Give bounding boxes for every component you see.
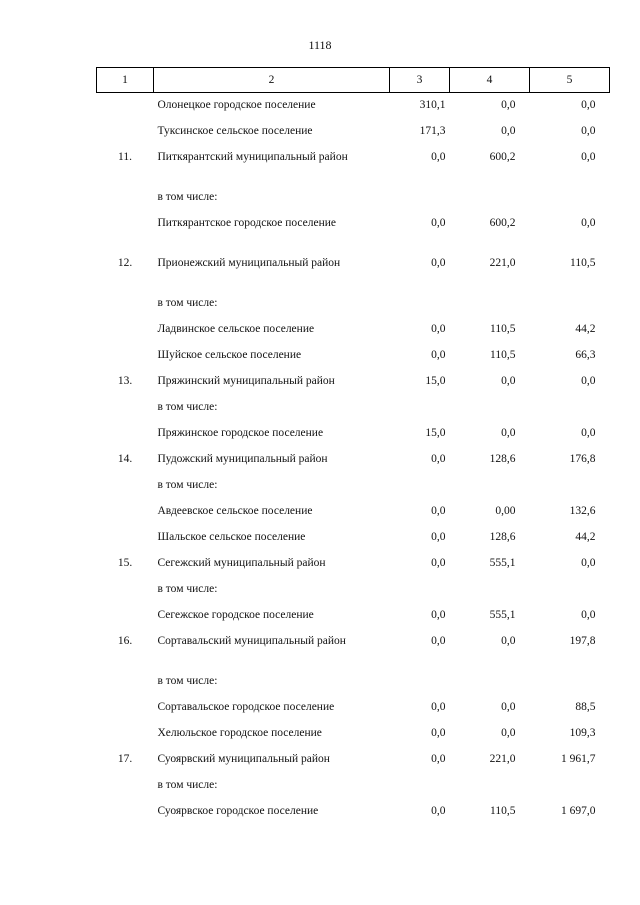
table-row (97, 695, 610, 721)
row-name-cell: Суоярвский муниципальный район (157, 752, 330, 765)
value-col-4-cell: 0,0 (501, 700, 516, 713)
value-col-4-cell: 600,2 (489, 216, 516, 229)
row-name-cell: Суоярвское городское поселение (157, 804, 319, 817)
row-name-cell: в том числе: (157, 674, 218, 687)
value-col-3-cell: 310,1 (419, 99, 446, 111)
row-name-cell: Шальское сельское поселение (157, 530, 306, 543)
table-row (97, 93, 610, 119)
table-row (97, 525, 610, 551)
value-col-5-cell: 66,3 (575, 348, 596, 361)
row-number-cell (97, 395, 154, 421)
table-row (97, 799, 610, 825)
value-col-3-cell: 171,3 (419, 124, 446, 137)
value-col-5-cell: 44,2 (575, 322, 596, 335)
table-row (97, 577, 610, 603)
value-col-3-cell: 0,0 (431, 348, 446, 361)
value-col-5-cell: 44,2 (575, 530, 596, 543)
table-row (97, 211, 610, 251)
value-col-5-cell: 1 697,0 (561, 804, 596, 817)
value-col-3-cell: 0,0 (431, 700, 446, 713)
value-col-4-cell: 0,0 (501, 374, 516, 387)
value-col-4-cell: 0,0 (501, 99, 516, 111)
value-col-4-cell: 110,5 (490, 322, 516, 335)
row-name-cell: Пряжинское городское поселение (157, 426, 324, 439)
value-col-5-cell: 110,5 (570, 256, 596, 269)
table-row (97, 251, 610, 291)
value-col-5-cell (530, 395, 610, 421)
row-number-cell (97, 669, 154, 695)
value-col-3-cell (390, 185, 450, 211)
row-name-cell: Туксинское сельское поселение (157, 124, 313, 137)
value-col-5-cell: 132,6 (569, 504, 596, 517)
page-number: 1118 (308, 38, 332, 52)
value-col-5-cell (530, 669, 610, 695)
table-row (97, 721, 610, 747)
value-col-4-cell (450, 773, 530, 799)
row-number-cell: 14. (117, 452, 133, 465)
table-row (97, 145, 610, 185)
value-col-5-cell: 109,3 (569, 726, 596, 739)
row-number-cell (97, 721, 154, 747)
row-number-cell (97, 93, 154, 119)
row-number-cell (97, 421, 154, 447)
value-col-5-cell (530, 185, 610, 211)
header-col-5: 5 (530, 68, 610, 93)
table-row (97, 395, 610, 421)
header-col-2: 2 (154, 68, 390, 93)
table-row (97, 291, 610, 317)
table-body (97, 93, 610, 825)
value-col-4-cell: 221,0 (489, 256, 516, 269)
row-name-cell: в том числе: (157, 478, 218, 491)
value-col-5-cell: 0,0 (581, 556, 596, 569)
row-name-cell: Сортавальский муниципальный район (157, 634, 346, 647)
value-col-4-cell (450, 669, 530, 695)
value-col-4-cell: 110,5 (490, 348, 516, 361)
value-col-5-cell: 0,0 (581, 374, 596, 387)
row-name-cell: в том числе: (157, 190, 218, 203)
value-col-4-cell (450, 473, 530, 499)
table-row (97, 773, 610, 799)
row-number-cell: 13. (117, 374, 133, 387)
value-col-4-cell: 0,0 (501, 124, 516, 137)
row-name-cell: Питкярантский муниципальный район (157, 150, 348, 163)
value-col-3-cell (390, 395, 450, 421)
table-row (97, 747, 610, 773)
table-row (97, 629, 610, 669)
value-col-3-cell: 0,0 (431, 216, 446, 229)
row-name-cell: в том числе: (157, 778, 218, 791)
value-col-5-cell (530, 473, 610, 499)
row-number-cell (97, 317, 154, 343)
table-row (97, 499, 610, 525)
row-name-cell: Авдеевское сельское поселение (157, 504, 313, 517)
header-col-3: 3 (390, 68, 450, 93)
table-row (97, 551, 610, 577)
value-col-3-cell: 0,0 (431, 752, 446, 765)
row-number-cell: 17. (117, 752, 133, 765)
row-number-cell (97, 695, 154, 721)
table-row (97, 473, 610, 499)
value-col-3-cell: 0,0 (431, 150, 446, 163)
row-name-cell: в том числе: (157, 296, 218, 309)
budget-table (96, 67, 610, 825)
value-col-5-cell (530, 577, 610, 603)
value-col-4-cell: 555,1 (489, 556, 516, 569)
value-col-5-cell: 0,0 (581, 124, 596, 137)
row-number-cell (97, 603, 154, 629)
value-col-5-cell: 88,5 (575, 700, 596, 713)
row-name-cell: Ладвинское сельское поселение (157, 322, 315, 335)
value-col-3-cell (390, 669, 450, 695)
value-col-4-cell: 0,00 (495, 504, 516, 517)
value-col-5-cell: 1 961,7 (561, 752, 596, 765)
header-col-4: 4 (450, 68, 530, 93)
value-col-4-cell: 128,6 (489, 530, 516, 543)
row-name-cell: в том числе: (157, 582, 218, 595)
value-col-5-cell: 0,0 (581, 608, 596, 621)
row-number-cell: 15. (117, 556, 133, 569)
row-name-cell: Пряжинский муниципальный район (157, 374, 335, 387)
table-header (97, 68, 610, 93)
value-col-4-cell: 221,0 (489, 752, 516, 765)
row-name-cell: Сегежское городское поселение (157, 608, 314, 621)
header-row (97, 68, 610, 93)
value-col-5-cell: 176,8 (569, 452, 596, 465)
value-col-4-cell (450, 185, 530, 211)
value-col-4-cell: 555,1 (489, 608, 516, 621)
row-number-cell (97, 473, 154, 499)
value-col-3-cell: 0,0 (431, 322, 446, 335)
row-number-cell (97, 119, 154, 145)
row-name-cell: Олонецкое городское поселение (157, 99, 316, 111)
value-col-3-cell: 15,0 (425, 374, 446, 387)
value-col-4-cell: 600,2 (489, 150, 516, 163)
value-col-4-cell: 110,5 (490, 804, 516, 817)
table-row (97, 421, 610, 447)
table-row (97, 343, 610, 369)
row-name-cell: Сортавальское городское поселение (157, 700, 335, 713)
row-name-cell: Шуйское сельское поселение (157, 348, 302, 361)
value-col-3-cell: 0,0 (431, 256, 446, 269)
value-col-4-cell (450, 291, 530, 317)
row-name-cell: Пудожский муниципальный район (157, 452, 328, 465)
value-col-3-cell (390, 473, 450, 499)
row-number-cell: 12. (117, 256, 133, 269)
value-col-5-cell: 197,8 (569, 634, 596, 647)
header-col-1: 1 (97, 68, 154, 93)
table-row (97, 317, 610, 343)
value-col-3-cell: 0,0 (431, 556, 446, 569)
value-col-3-cell (390, 291, 450, 317)
row-name-cell: Питкярантское городское поселение (157, 216, 336, 229)
value-col-5-cell: 0,0 (581, 99, 596, 111)
table-row (97, 369, 610, 395)
value-col-3-cell: 15,0 (425, 426, 446, 439)
value-col-4-cell (450, 577, 530, 603)
table-row (97, 185, 610, 211)
value-col-5-cell (530, 291, 610, 317)
row-number-cell (97, 525, 154, 551)
row-number-cell: 11. (118, 150, 132, 163)
table-row (97, 119, 610, 145)
value-col-3-cell (390, 577, 450, 603)
row-name-cell: Хелюльское городское поселение (157, 726, 322, 739)
row-name-cell: Прионежский муниципальный район (157, 256, 341, 269)
table-row (97, 603, 610, 629)
row-name-cell: Сегежский муниципальный район (157, 556, 326, 569)
row-number-cell (97, 291, 154, 317)
value-col-3-cell (390, 773, 450, 799)
value-col-4-cell: 0,0 (501, 726, 516, 739)
value-col-4-cell: 0,0 (501, 426, 516, 439)
value-col-3-cell: 0,0 (431, 634, 446, 647)
row-number-cell (97, 577, 154, 603)
value-col-3-cell: 0,0 (431, 504, 446, 517)
value-col-3-cell: 0,0 (431, 452, 446, 465)
row-number-cell (97, 499, 154, 525)
row-number-cell (97, 773, 154, 799)
value-col-5-cell: 0,0 (581, 216, 596, 229)
table-row (97, 669, 610, 695)
row-number-cell: 16. (117, 634, 133, 647)
value-col-4-cell (450, 395, 530, 421)
value-col-3-cell: 0,0 (431, 804, 446, 817)
value-col-3-cell: 0,0 (431, 726, 446, 739)
value-col-3-cell: 0,0 (431, 608, 446, 621)
value-col-5-cell: 0,0 (581, 426, 596, 439)
row-name-cell: в том числе: (157, 400, 218, 413)
value-col-5-cell: 0,0 (581, 150, 596, 163)
row-number-cell (97, 343, 154, 369)
value-col-5-cell (530, 773, 610, 799)
value-col-3-cell: 0,0 (431, 530, 446, 543)
value-col-4-cell: 128,6 (489, 452, 516, 465)
table-row (97, 447, 610, 473)
value-col-4-cell: 0,0 (501, 634, 516, 647)
row-number-cell (97, 185, 154, 211)
row-number-cell (97, 211, 154, 251)
row-number-cell (97, 799, 154, 825)
